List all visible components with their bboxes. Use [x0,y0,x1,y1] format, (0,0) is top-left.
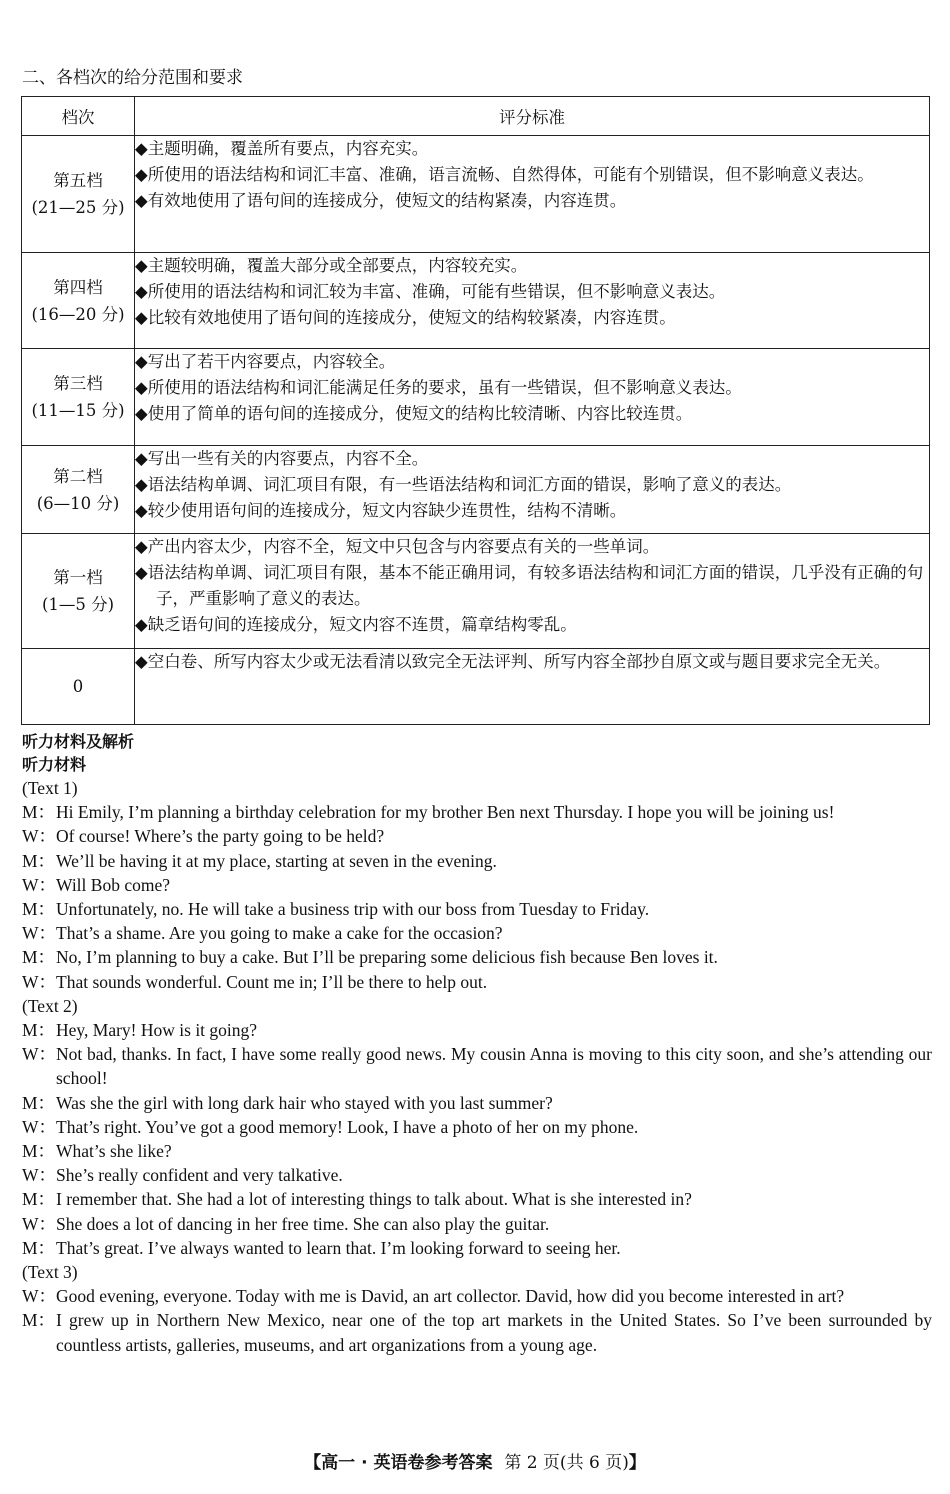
grading-table [21,96,930,725]
table-row [22,253,930,349]
dialogue-text: Not bad, thanks. In fact, I have some really good news. My cousin Anna is moving to this city soon, and she’s attending our school! [56,1044,932,1089]
footer-close: 】 [628,1453,646,1473]
speaker-label: M： [22,802,56,823]
dialogue-line [22,1042,932,1090]
level-name: 第三档 [53,374,103,393]
page-footer [0,1448,950,1473]
criteria-cell [135,349,930,446]
level-name: 第四档 [53,277,103,297]
footer-dot: · [361,1453,368,1473]
dialogue-line [22,945,932,969]
speaker-label: M： [22,1237,56,1258]
dialogue-text: She’s really confident and very talkative. [56,1165,343,1186]
dialogue-text: That sounds wonderful. Count me in; I’ll be there to help out. [56,971,488,992]
dialogue-line [22,1212,932,1236]
dialogue-line [22,800,932,824]
level-name: 第二档 [53,466,103,486]
transcript [22,776,932,1357]
dialogue-line [22,1091,932,1115]
criteria-cell [135,534,930,649]
criteria-cell [135,136,930,253]
criteria-item: ◆语法结构单调、词汇项目有限，基本不能正确用词，有较多语法结构和词汇方面的错误，几乎没有正确的句子，严重影响了意义的表达。 [135,563,924,608]
dialogue-line [22,1308,932,1356]
level-cell [22,446,135,534]
dialogue-text: That’s right. You’ve got a good memory! Look, I have a photo of her on my phone. [56,1116,639,1137]
speaker-label: M： [22,947,56,968]
level-cell [22,534,135,649]
footer-open: 【高一 [304,1453,356,1473]
criteria-item: ◆有效地使用了语句间的连接成分，使短文的结构紧凑，内容连贯。 [135,191,627,210]
dialogue-line [22,873,932,897]
dialogue-line [22,1139,932,1163]
level-cell [22,136,135,253]
dialogue-text: Of course! Where’s the party going to be held? [56,826,385,847]
dialogue-text: What’s she like? [56,1141,172,1162]
text-label: (Text 3) [22,1262,78,1283]
listening-subheading: 听力材料 [22,755,87,774]
speaker-label: M： [22,1310,56,1331]
dialogue-text: Was she the girl with long dark hair who stayed with you last summer? [56,1092,553,1113]
criteria-item: ◆所使用的语法结构和词汇能满足任务的要求，虽有一些错误，但不影响意义表达。 [135,378,742,397]
dialogue-text: She does a lot of dancing in her free time. She can also play the guitar. [56,1213,550,1234]
criteria-item: ◆所使用的语法结构和词汇丰富、准确，语言流畅、自然得体，可能有个别错误，但不影响意义表达。 [135,165,874,184]
dialogue-line [22,1163,932,1187]
level-range: (21—25 分) [31,198,125,217]
speaker-label: M： [22,899,56,920]
criteria-item: ◆写出一些有关的内容要点，内容不全。 [135,449,429,468]
dialogue-line [22,921,932,945]
dialogue-text: No, I’m planning to buy a cake. But I’ll be preparing some delicious fish because Ben loves it. [56,947,718,968]
speaker-label: W： [22,1213,57,1234]
dialogue-text: Hi Emily, I’m planning a birthday celebration for my brother Ben next Thursday. I hope you will be joining us! [56,802,835,823]
speaker-label: M： [22,1020,56,1041]
dialogue-line [22,1284,932,1308]
criteria-item: ◆主题明确，覆盖所有要点，内容充实。 [135,139,429,158]
table-row [22,649,930,725]
table-row [22,534,930,649]
dialogue-text: Hey, Mary! How is it going? [56,1020,258,1041]
criteria-cell [135,649,930,725]
table-row [22,136,930,253]
speaker-label: W： [22,1286,57,1307]
dialogue-text: I grew up in Northern New Mexico, near one of the top art markets in the United States. So I’ve been surrounded by countless artists, galleries, museums, and art organizations from a young age. [56,1310,932,1355]
footer-subject: 英语卷参考答案 [373,1453,493,1473]
dialogue-text: Good evening, everyone. Today with me is David, an art collector. David, how did you become interested in art? [56,1286,845,1307]
speaker-label: W： [22,874,57,895]
speaker-label: M： [22,1189,56,1210]
level-range: (11—15 分) [31,401,125,420]
level-range: (16—20 分) [31,304,125,324]
table-row [22,349,930,446]
criteria-item: ◆空白卷、所写内容太少或无法看清以致完全无法评判、所写内容全部抄自原文或与题目要求完全无关。 [135,652,891,671]
level-cell [22,349,135,446]
level-name: 第一档 [53,568,103,587]
criteria-item: ◆产出内容太少，内容不全，短文中只包含与内容要点有关的一些单词。 [135,537,660,556]
criteria-item: ◆语法结构单调、词汇项目有限，有一些语法结构和词汇方面的错误，影响了意义的表达。 [135,475,792,494]
criteria-item: ◆所使用的语法结构和词汇较为丰富、准确，可能有些错误，但不影响意义表达。 [135,282,726,301]
dialogue-line [22,1018,932,1042]
dialogue-text: Will Bob come? [56,874,170,895]
dialogue-line [22,1115,932,1139]
level-cell [22,253,135,349]
dialogue-line [22,897,932,921]
criteria-cell [135,446,930,534]
speaker-label: W： [22,923,57,944]
dialogue-line [22,970,932,994]
header-criteria: 评分标准 [135,97,930,136]
text-label: (Text 1) [22,778,78,798]
criteria-item: ◆缺乏语句间的连接成分，短文内容不连贯，篇章结构零乱。 [135,615,577,634]
criteria-item: ◆主题较明确，覆盖大部分或全部要点，内容较充实。 [135,256,528,275]
level-range: (6—10 分) [36,493,120,513]
dialogue-text: Unfortunately, no. He will take a business trip with our boss from Tuesday to Friday. [56,899,650,920]
speaker-label: W： [22,1116,57,1137]
dialogue-line [22,849,932,873]
speaker-label: W： [22,826,57,847]
level-name: 0 [72,677,84,696]
text-label: (Text 2) [22,995,78,1016]
table-header-row [22,97,930,136]
level-range: (1—5 分) [41,595,115,614]
speaker-label: M： [22,1141,56,1162]
criteria-cell [135,253,930,349]
speaker-label: M： [22,850,56,871]
header-level: 档次 [22,97,135,136]
dialogue-line [22,1236,932,1260]
dialogue-line [22,1187,932,1211]
dialogue-text: We’ll be having it at my place, starting at seven in the evening. [56,850,497,871]
speaker-label: W： [22,1044,57,1065]
dialogue-text: I remember that. She had a lot of interesting things to talk about. What is she interested in? [56,1189,692,1210]
criteria-item: ◆使用了简单的语句间的连接成分，使短文的结构比较清晰、内容比较连贯。 [135,404,693,423]
speaker-label: W： [22,971,57,992]
criteria-item: ◆比较有效地使用了语句间的连接成分，使短文的结构较紧凑，内容连贯。 [135,308,676,327]
dialogue-text: That’s great. I’ve always wanted to learn that. I’m looking forward to seeing her. [56,1237,621,1258]
section-heading: 二、各档次的给分范围和要求 [22,68,243,88]
level-cell [22,649,135,725]
table-row [22,446,930,534]
criteria-item: ◆写出了若干内容要点，内容较全。 [135,352,396,371]
level-name: 第五档 [53,171,103,190]
dialogue-line [22,824,932,848]
speaker-label: M： [22,1092,56,1113]
footer-page: 第 2 页(共 6 页) [504,1453,629,1473]
dialogue-text: That’s a shame. Are you going to make a cake for the occasion? [56,923,503,944]
criteria-item: ◆较少使用语句间的连接成分，短文内容缺少连贯性，结构不清晰。 [135,501,627,520]
speaker-label: W： [22,1165,57,1186]
listening-heading: 听力材料及解析 [22,732,135,751]
